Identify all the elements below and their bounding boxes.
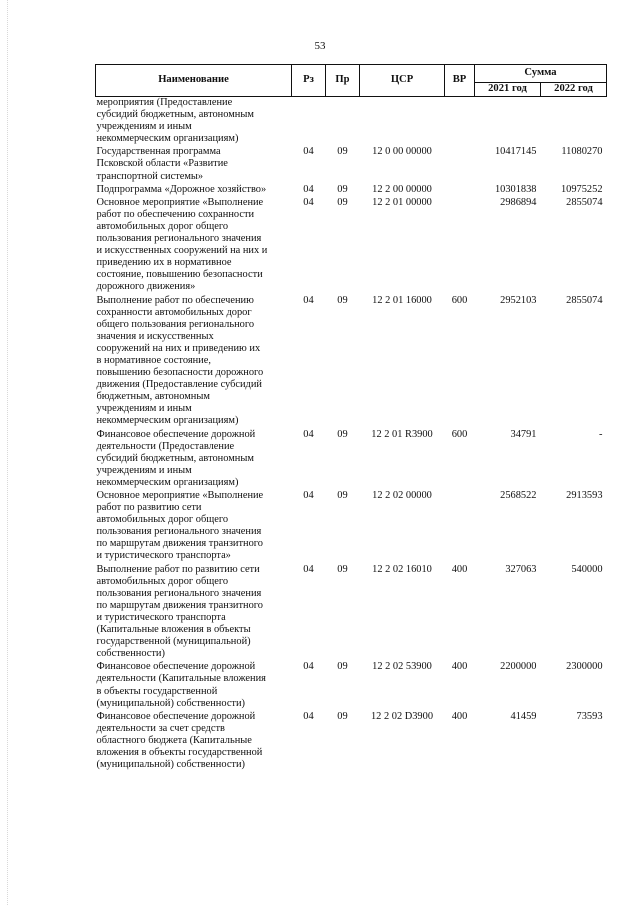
- row-name-line: Государственная программа: [96, 146, 221, 158]
- table-row: [96, 295, 607, 429]
- row-csr: 12 2 01 R3900: [371, 428, 433, 440]
- row-rz: 04: [303, 490, 314, 501]
- row-sum-2022: 2855074: [566, 196, 603, 208]
- row-name-line: государственной (муниципальной): [96, 636, 251, 648]
- row-pr: 09: [337, 196, 348, 208]
- row-name-line: (Капитальные вложения в объекты: [96, 624, 251, 636]
- row-csr: 12 2 02 16010: [372, 563, 432, 575]
- row-name-line: сооружений на них и приведению их: [96, 342, 261, 354]
- row-name: [96, 146, 292, 183]
- row-name-line: работ по обеспечению сохранности: [96, 208, 255, 220]
- row-pr: 09: [337, 146, 348, 158]
- header-vr: ВР: [445, 65, 475, 97]
- table-row: [96, 661, 607, 710]
- row-name-line: и туристического транспорта»: [96, 550, 231, 562]
- header-csr: ЦСР: [360, 65, 445, 97]
- row-name-line: пользования регионального значения: [96, 587, 262, 599]
- header-year-2021: 2021 год: [475, 83, 541, 97]
- row-name-line: бюджетным, автономным: [96, 391, 210, 403]
- row-name-line: движения (Предоставление субсидий: [96, 379, 262, 391]
- row-name-line: Основное мероприятие «Выполнение: [96, 196, 264, 208]
- header-sum: Сумма: [475, 65, 607, 83]
- row-pr: 09: [337, 490, 348, 501]
- row-rz: 04: [303, 661, 314, 673]
- row-sum-2022: 10975252: [560, 183, 603, 195]
- header-year-2022: 2022 год: [541, 83, 607, 97]
- row-vr: [445, 184, 475, 197]
- row-name-line: Выполнение работ по развитию сети: [96, 563, 260, 575]
- row-sum-2022: -: [599, 428, 603, 440]
- row-name-line: в нормативное состояние,: [96, 354, 211, 366]
- row-name-line: деятельности (Капитальные вложения: [96, 673, 266, 685]
- row-name: [96, 184, 292, 197]
- row-name-line: состояние, повышению безопасности: [96, 269, 263, 281]
- row-name-line: Псковской области «Развитие: [96, 158, 228, 170]
- row-name: [96, 490, 292, 564]
- row-name-line: автомобильных дорог общего: [96, 514, 229, 526]
- row-name-line: и искусственных сооружений на них и: [96, 245, 268, 257]
- row-rz: 04: [303, 183, 314, 195]
- row-name-line: некоммерческим организациям): [96, 476, 239, 488]
- table-row: [96, 197, 607, 295]
- row-sum-2021: 10417145: [494, 146, 537, 158]
- row-name-line: значения и искусственных: [96, 330, 214, 342]
- row-pr: 09: [337, 710, 348, 722]
- row-sum-2021: 34791: [510, 428, 537, 440]
- row-rz: 04: [303, 146, 314, 158]
- row-name-line: сохранности автомобильных дорог: [96, 306, 252, 318]
- row-name-line: областного бюджета (Капитальные: [96, 734, 252, 746]
- row-csr: 12 0 00 00000: [372, 146, 432, 158]
- row-vr: 600: [451, 428, 468, 440]
- table-body: [96, 97, 607, 773]
- row-name-line: некоммерческим организациям): [96, 415, 239, 427]
- row-pr: 09: [337, 563, 348, 575]
- row-name-line: Выполнение работ по обеспечению: [96, 294, 254, 306]
- row-pr: 09: [337, 183, 348, 195]
- row-csr: 12 2 02 00000: [372, 490, 432, 501]
- row-name-line: учреждениям и иным: [96, 121, 192, 133]
- row-pr: 09: [337, 661, 348, 673]
- row-sum-2022: 73593: [576, 710, 603, 722]
- row-name-line: в объекты государственной: [96, 685, 218, 697]
- row-csr: [360, 97, 445, 147]
- row-name-line: по маршрутам движения транзитного: [96, 538, 263, 550]
- table-row: [96, 97, 607, 147]
- row-name-line: повышению безопасности дорожного: [96, 367, 264, 379]
- row-name-line: пользования регионального значения: [96, 526, 262, 538]
- row-name-line: транспортной системы»: [96, 170, 204, 182]
- table-row: [96, 711, 607, 772]
- row-sum-2022: 2855074: [566, 294, 603, 306]
- row-pr: 09: [337, 428, 348, 440]
- row-rz: 04: [303, 294, 314, 306]
- header-rz: Рз: [292, 65, 326, 97]
- row-name-line: общего пользования регионального: [96, 318, 255, 330]
- row-sum-2022: [541, 97, 607, 147]
- row-name-line: мероприятия (Предоставление: [96, 97, 233, 108]
- row-vr: 600: [451, 294, 468, 306]
- row-sum-2021: 41459: [510, 710, 537, 722]
- row-rz: 04: [303, 563, 314, 575]
- row-name-line: Финансовое обеспечение дорожной: [96, 661, 256, 673]
- row-sum-2022: 2300000: [566, 661, 603, 673]
- row-name: [96, 564, 292, 662]
- row-name-line: деятельности (Предоставление: [96, 440, 235, 452]
- row-name-line: и туристического транспорта: [96, 611, 226, 623]
- row-name-line: автомобильных дорог общего: [96, 575, 229, 587]
- row-vr: 400: [451, 710, 468, 722]
- row-name-line: работ по развитию сети: [96, 502, 202, 514]
- row-vr: [445, 97, 475, 147]
- row-pr: [326, 97, 360, 147]
- row-name: [96, 711, 292, 772]
- row-name: [96, 661, 292, 710]
- row-name: [96, 97, 292, 147]
- row-sum-2021: 2952103: [500, 294, 537, 306]
- row-sum-2021: 2986894: [500, 196, 537, 208]
- row-csr: 12 2 02 D3900: [370, 710, 434, 722]
- header-pr: Пр: [326, 65, 360, 97]
- row-csr: 12 2 00 00000: [372, 183, 432, 195]
- row-name-line: деятельности за счет средств: [96, 722, 225, 734]
- row-name-line: пользования регионального значения: [96, 233, 262, 245]
- row-name-line: Основное мероприятие «Выполнение: [96, 490, 264, 501]
- row-name: [96, 197, 292, 295]
- page-number: 53: [314, 40, 326, 52]
- row-rz: 04: [303, 428, 314, 440]
- row-rz: 04: [303, 710, 314, 722]
- row-name-line: Подпрограмма «Дорожное хозяйство»: [96, 183, 267, 195]
- row-name-line: Финансовое обеспечение дорожной: [96, 428, 256, 440]
- row-sum-2022: 2913593: [566, 490, 603, 501]
- row-name-line: Финансовое обеспечение дорожной: [96, 710, 256, 722]
- row-csr: 12 2 01 16000: [372, 294, 432, 306]
- row-name-line: субсидий бюджетным, автономным: [96, 109, 254, 121]
- row-name-line: некоммерческим организациям): [96, 133, 239, 145]
- row-name-line: дорожного движения»: [96, 281, 196, 293]
- row-rz: [292, 97, 326, 147]
- row-name-line: (муниципальной) собственности): [96, 697, 245, 709]
- row-name-line: автомобильных дорог общего: [96, 220, 229, 232]
- row-name-line: вложения в объекты государственной: [96, 746, 263, 758]
- scan-edge-rule: [7, 0, 8, 905]
- row-sum-2021: [475, 97, 541, 147]
- row-name-line: субсидий бюджетным, автономным: [96, 452, 254, 464]
- table-row: [96, 490, 607, 564]
- row-sum-2021: 10301838: [494, 183, 537, 195]
- row-sum-2021: 327063: [505, 563, 537, 575]
- row-vr: [445, 197, 475, 295]
- row-name-line: учреждениям и иным: [96, 403, 192, 415]
- table-row: [96, 184, 607, 197]
- row-name-line: приведению их в нормативное: [96, 257, 232, 269]
- row-name: [96, 295, 292, 429]
- row-vr: 400: [451, 661, 468, 673]
- table-row: [96, 564, 607, 662]
- row-csr: 12 2 02 53900: [372, 661, 432, 673]
- header-name: Наименование: [96, 65, 292, 97]
- table-row: [96, 429, 607, 490]
- row-sum-2021: 2568522: [500, 490, 537, 501]
- row-csr: 12 2 01 00000: [372, 196, 432, 208]
- row-vr: [445, 490, 475, 564]
- budget-table: [95, 64, 607, 772]
- row-name: [96, 429, 292, 490]
- row-pr: 09: [337, 294, 348, 306]
- row-name-line: учреждениям и иным: [96, 464, 192, 476]
- table-row: [96, 146, 607, 183]
- row-name-line: собственности): [96, 648, 165, 660]
- row-rz: 04: [303, 196, 314, 208]
- row-vr: 400: [451, 563, 468, 575]
- row-sum-2022: 540000: [571, 563, 603, 575]
- row-sum-2021: 2200000: [500, 661, 537, 673]
- row-name-line: (муниципальной) собственности): [96, 759, 245, 771]
- row-sum-2022: 11080270: [561, 146, 603, 158]
- row-vr: [445, 146, 475, 183]
- row-name-line: по маршрутам движения транзитного: [96, 599, 263, 611]
